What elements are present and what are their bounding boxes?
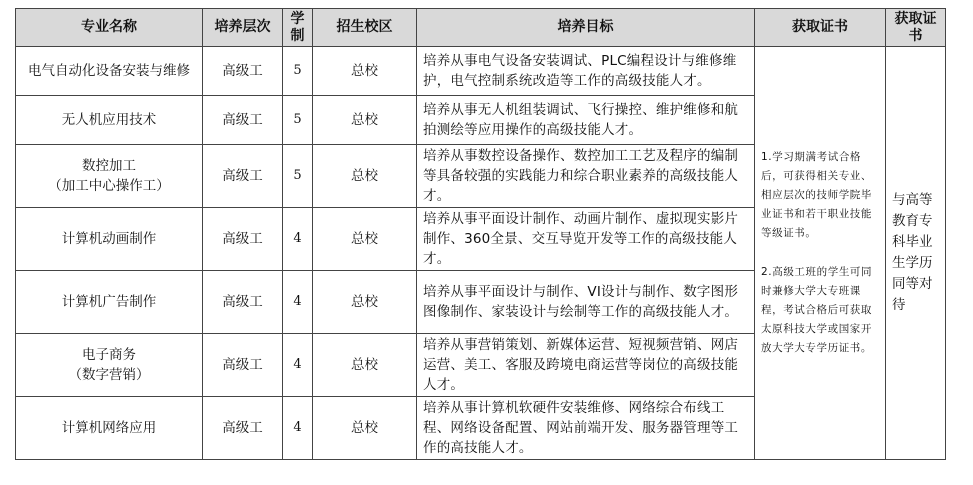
program-name-line1: 计算机动画制作 <box>61 231 157 247</box>
program-name-line1: 电子商务 <box>82 347 136 363</box>
program-name-line1: 数控加工 <box>82 158 136 174</box>
program-campus: 总校 <box>313 208 417 271</box>
program-campus: 总校 <box>313 334 417 397</box>
program-goal: 培养从事电气设备安装调试、PLC编程设计与维修维护，电气控制系统改造等工作的高级技能人才。 <box>417 47 755 96</box>
program-name <box>16 47 203 96</box>
program-name <box>16 145 203 208</box>
program-name <box>16 96 203 145</box>
program-years: 4 <box>283 271 313 334</box>
table-row <box>16 47 946 96</box>
program-name-line2: （数字营销） <box>68 367 150 383</box>
header-goal: 培养目标 <box>417 9 755 47</box>
program-goal: 培养从事平面设计制作、动画片制作、虚拟现实影片制作、360全景、交互导览开发等工作的高级技能人才。 <box>417 208 755 271</box>
program-level: 高级工 <box>203 334 283 397</box>
program-level: 高级工 <box>203 145 283 208</box>
header-cert1: 获取证书 <box>755 9 886 47</box>
certificate-item-1: 1.学习期满考试合格后，可获得相关专业、相应层次的技师学院毕业证书和若干职业技能等级证书。 <box>761 151 872 239</box>
program-name <box>16 208 203 271</box>
header-cert2: 获取证书 <box>886 9 946 47</box>
program-years: 5 <box>283 96 313 145</box>
program-table <box>15 8 946 460</box>
program-name <box>16 334 203 397</box>
program-name-line1: 计算机广告制作 <box>61 294 157 310</box>
program-level: 高级工 <box>203 47 283 96</box>
program-campus: 总校 <box>313 145 417 208</box>
certificate2-cell: 与高等教育专科毕业生学历同等对待 <box>886 47 946 460</box>
program-campus: 总校 <box>313 271 417 334</box>
program-years: 4 <box>283 397 313 460</box>
program-name <box>16 397 203 460</box>
program-level: 高级工 <box>203 208 283 271</box>
program-goal: 培养从事无人机组装调试、飞行操控、维护维修和航拍测绘等应用操作的高级技能人才。 <box>417 96 755 145</box>
program-name-line1: 计算机网络应用 <box>61 420 157 436</box>
header-row <box>16 9 946 47</box>
certificate-cell <box>755 47 886 460</box>
program-years: 5 <box>283 47 313 96</box>
program-goal: 培养从事数控设备操作、数控加工工艺及程序的编制等具备较强的实践能力和综合职业素养的高级技能人才。 <box>417 145 755 208</box>
program-name-line1: 无人机应用技术 <box>61 112 157 128</box>
program-level: 高级工 <box>203 271 283 334</box>
header-level: 培养层次 <box>203 9 283 47</box>
program-years: 4 <box>283 334 313 397</box>
certificate-item-2: 2.高级工班的学生可同时兼修大学大专班课程，考试合格后可获取太原科技大学或国家开放大学大专学历证书。 <box>761 266 873 354</box>
program-name <box>16 271 203 334</box>
program-campus: 总校 <box>313 47 417 96</box>
header-campus: 招生校区 <box>313 9 417 47</box>
program-campus: 总校 <box>313 96 417 145</box>
header-years: 学制 <box>283 9 313 47</box>
program-name-line1: 电气自动化设备安装与维修 <box>28 63 190 79</box>
program-years: 4 <box>283 208 313 271</box>
program-level: 高级工 <box>203 96 283 145</box>
program-goal: 培养从事营销策划、新媒体运营、短视频营销、网店运营、美工、客服及跨境电商运营等岗位的高级技能人才。 <box>417 334 755 397</box>
program-name-line2: （加工中心操作工） <box>48 178 170 194</box>
program-goal: 培养从事计算机软硬件安装维修、网络综合布线工程、网络设备配置、网站前端开发、服务器管理等工作的高技能人才。 <box>417 397 755 460</box>
program-years: 5 <box>283 145 313 208</box>
program-campus: 总校 <box>313 397 417 460</box>
program-level: 高级工 <box>203 397 283 460</box>
program-goal: 培养从事平面设计与制作、VI设计与制作、数字图形图像制作、家装设计与绘制等工作的高级技能人才。 <box>417 271 755 334</box>
header-name: 专业名称 <box>16 9 203 47</box>
